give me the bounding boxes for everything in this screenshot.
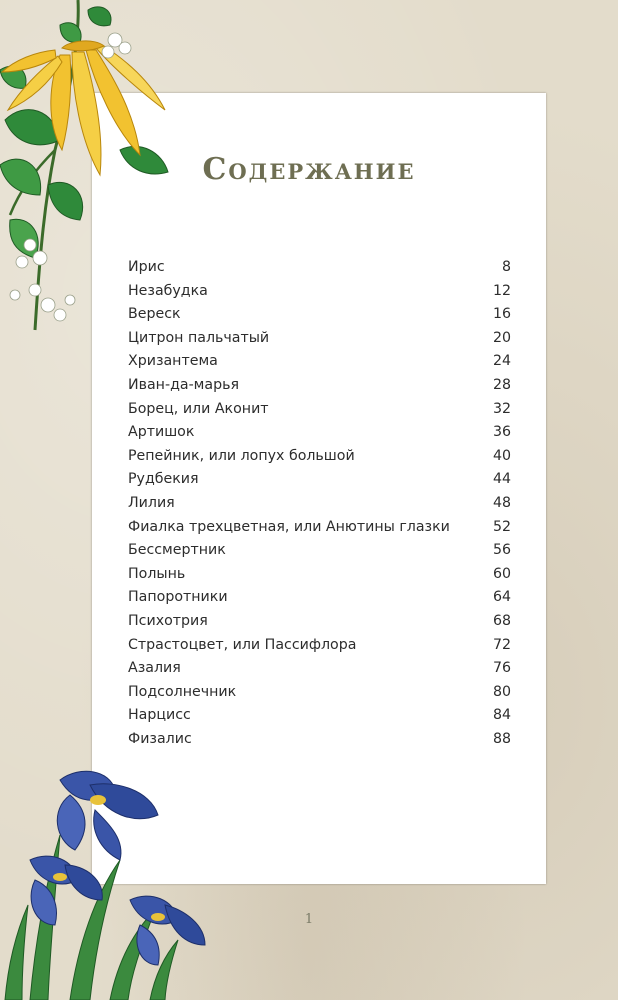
toc-entry-title: Рудбекия [128,471,199,488]
toc-entry [128,495,511,519]
toc-entry [128,566,511,590]
toc-entry-title: Артишок [128,424,195,441]
toc-entry-title: Вереск [128,306,181,323]
toc-entry-page: 40 [492,447,511,464]
toc-entry-page: 32 [492,400,511,417]
toc-entry-title: Незабудка [128,282,208,299]
toc-entry-page: 16 [492,306,511,323]
toc-entry-page: 80 [492,683,511,700]
toc-entry-title: Папоротники [128,589,228,606]
toc-entry [128,471,511,495]
toc-entry-page: 24 [492,353,511,370]
toc-entry-page: 20 [492,329,511,346]
toc-entry-page: 76 [492,660,511,677]
toc-entry [128,306,511,330]
toc-entry-page: 28 [492,376,511,393]
toc-entry-title: Страстоцвет, или Пассифлора [128,636,357,653]
page-title: Содержание [202,152,416,187]
toc-entry-title: Цитрон пальчатый [128,329,270,346]
toc-entry [128,259,511,283]
toc-entry [128,613,511,637]
toc-entry [128,660,511,684]
toc-entry [128,401,511,425]
toc-entry [128,330,511,354]
toc-entry-page: 52 [492,518,511,535]
toc-entry-title: Фиалка трехцветная, или Анютины глазки [128,518,450,535]
toc-entry-title: Подсолнечник [128,683,237,700]
toc-entry-page: 48 [492,494,511,511]
toc-entry [128,542,511,566]
toc-entry-title: Борец, или Аконит [128,400,269,417]
toc-entry-page: 64 [492,589,511,606]
page-number: 1 [304,912,314,927]
toc-entry-title: Иван-да-марья [128,376,239,393]
toc-entry-title: Репейник, или лопух большой [128,447,355,464]
toc-entry-page: 68 [492,612,511,629]
toc-entry-page: 60 [492,565,511,582]
toc-entry-title: Нарцисс [128,707,191,724]
toc-entry-title: Полынь [128,565,186,582]
toc-entry-title: Азалия [128,660,181,677]
toc-entry [128,424,511,448]
iris-illustration [0,765,215,1000]
toc-entry [128,353,511,377]
toc-entry-title: Хризантема [128,353,218,370]
toc-entry-title: Психотрия [128,612,208,629]
toc-entry [128,519,511,543]
table-of-contents [128,259,511,754]
toc-entry [128,707,511,731]
toc-entry [128,637,511,661]
toc-entry-title: Лилия [128,494,175,511]
toc-entry [128,448,511,472]
toc-entry-title: Ирис [128,259,165,275]
toc-entry-page: 36 [492,424,511,441]
toc-entry-page: 56 [492,542,511,559]
toc-entry-title: Физалис [128,730,192,747]
toc-entry [128,377,511,401]
toc-entry [128,589,511,613]
toc-entry-page: 44 [492,471,511,488]
toc-entry [128,283,511,307]
toc-entry-page: 88 [492,730,511,747]
toc-entry-title: Бессмертник [128,542,226,559]
toc-entry-page: 12 [492,282,511,299]
toc-entry-page: 72 [492,636,511,653]
toc-entry [128,731,511,755]
toc-entry-page: 8 [501,259,511,275]
toc-entry-page: 84 [492,707,511,724]
toc-entry [128,684,511,708]
